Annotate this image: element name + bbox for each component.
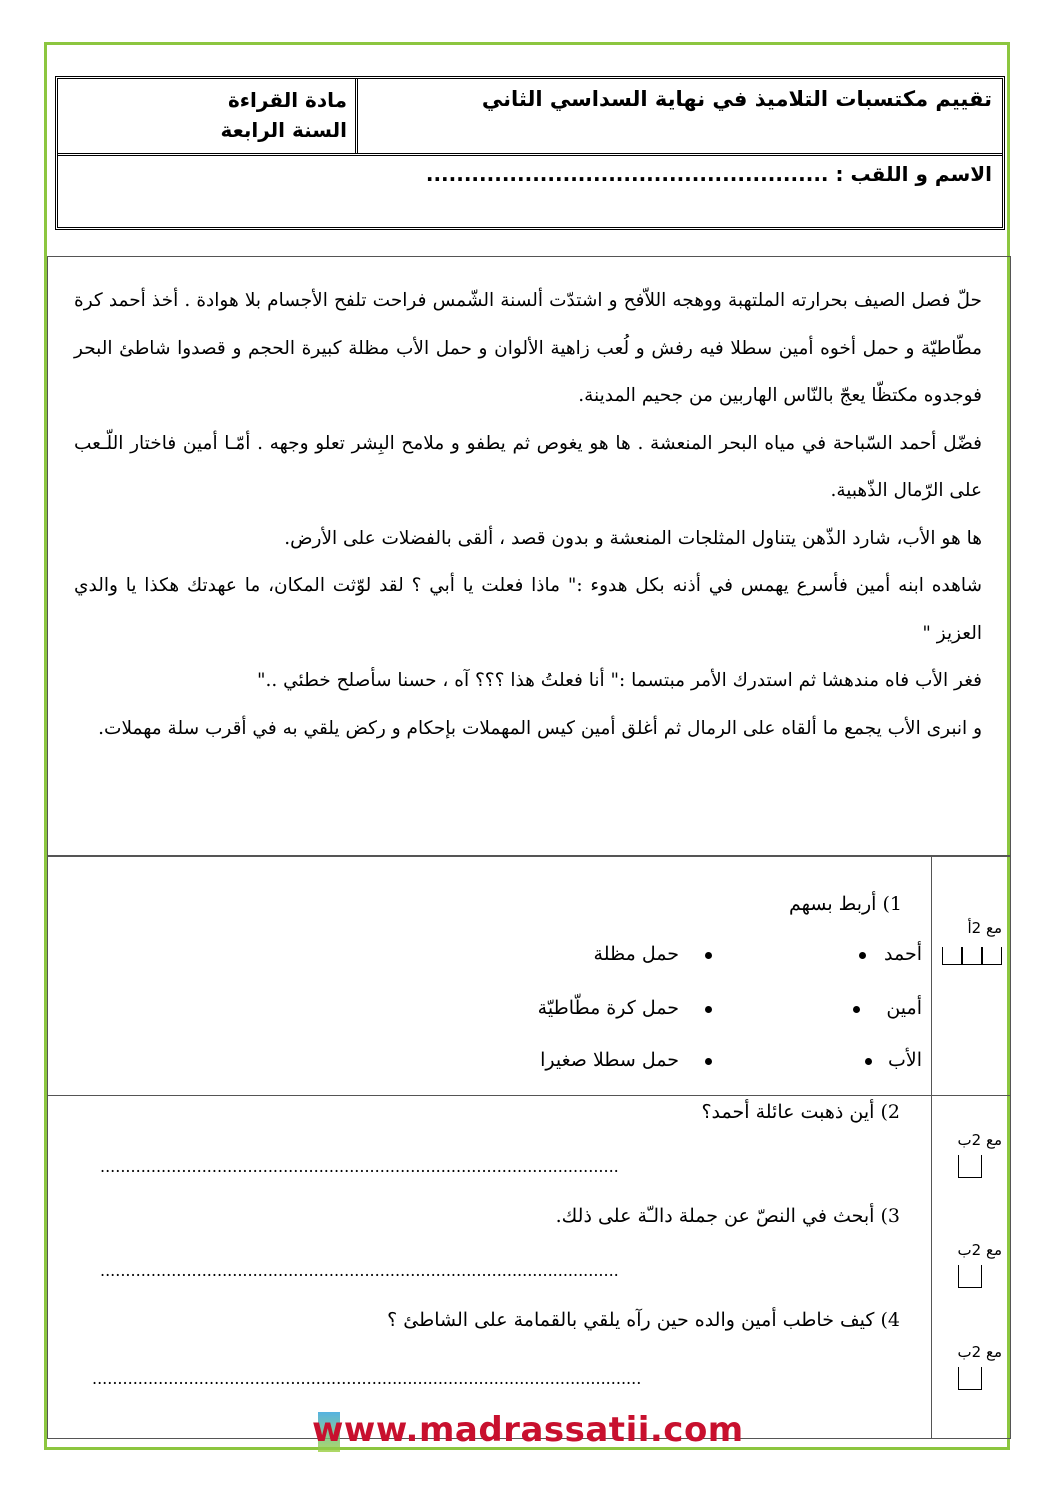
- match-action-item[interactable]: [594, 943, 712, 965]
- match-action-label: حمل كرة مطّاطيّة: [537, 997, 679, 1019]
- match-name-item[interactable]: [859, 943, 922, 965]
- bullet-icon: [705, 1058, 712, 1065]
- question-2-title: 2) أين ذهبت عائلة أحمد؟: [701, 1101, 900, 1123]
- match-action-item[interactable]: [538, 997, 712, 1019]
- question-1-content: [48, 857, 932, 1095]
- answer-line[interactable]: ......................................................................................................: [100, 1157, 619, 1176]
- match-action-item[interactable]: [540, 1049, 712, 1071]
- subject-cell: [58, 79, 358, 153]
- exam-title: تقييم مكتسبات التلاميذ في نهاية السداسي الثاني: [481, 87, 992, 111]
- bullet-icon: [865, 1058, 872, 1065]
- site-logo[interactable]: [312, 1410, 742, 1460]
- website-url: www.madrassatii.com: [312, 1410, 744, 1450]
- criteria-column: [931, 1095, 1010, 1438]
- question-3-title: 3) أبحث في النصّ عن جملة دالـّة على ذلك.: [555, 1205, 900, 1227]
- criterion-label: مع 2أ: [967, 919, 1002, 937]
- question-row-2: [48, 1095, 1010, 1438]
- bullet-icon: [705, 1006, 712, 1013]
- questions-table: [47, 856, 1011, 1439]
- score-box[interactable]: [958, 1367, 982, 1390]
- match-name-item[interactable]: [853, 997, 922, 1019]
- bullet-icon: [853, 1006, 860, 1013]
- criterion-label: مع 2ب: [957, 1241, 1002, 1259]
- match-name-item[interactable]: [865, 1049, 922, 1071]
- match-name-label: أحمد: [884, 943, 922, 965]
- answer-line[interactable]: ......................................................................................................: [100, 1261, 619, 1280]
- criteria-column: [931, 857, 1010, 1095]
- criterion-label: مع 2ب: [957, 1131, 1002, 1149]
- grade-label: السنة الرابعة: [220, 118, 347, 142]
- criterion-label: مع 2ب: [957, 1343, 1002, 1361]
- reading-passage: [47, 256, 1011, 856]
- match-name-label: أمين: [886, 997, 922, 1019]
- passage-paragraph: فضّل أحمد السّباحة في مياه البحر المنعشة . ها هو يغوص ثم يطفو و ملامح البِشر تعلو وجهه . أمّـا أمين فاختار اللّـعب على الرّمال الذّهبية.: [74, 432, 982, 501]
- passage-paragraph: شاهده ابنه أمين فأسرع يهمس في أذنه بكل هدوء :" ماذا فعلت يا أبي ؟ لقد لوّثت المكان، ما عهدتك هكذا يا والدي العزيز ": [74, 575, 982, 644]
- match-action-label: حمل مظلة: [593, 943, 679, 965]
- score-boxes[interactable]: [942, 947, 1002, 965]
- passage-paragraph: حلّ فصل الصيف بحرارته الملتهبة ووهجه اللاّفح و اشتدّت ألسنة الشّمس فراحت تلفح الأجسام بلا هوادة . أخذ أحمد كرة مطّاطيّة و حمل أخوه أمين سطلا فيه رفش و لُعب زاهية الألوان و حمل الأب مظلة كبيرة الحجم و قصدوا شاطئ البحر فوجدوه مكتظّا يعجّ بالنّاس الهاربين من جحيم المدينة.: [74, 290, 982, 406]
- question-1-title: 1) أربط بسهم: [788, 893, 902, 915]
- passage-paragraph: ها هو الأب، شارد الذّهن يتناول المثلجات المنعشة و بدون قصد ، ألقى بالفضلات على الأرض.: [284, 527, 982, 549]
- answer-line[interactable]: ............................................................................................................: [92, 1369, 642, 1388]
- questions-2-4-content: [48, 1095, 932, 1438]
- score-box[interactable]: [958, 1155, 982, 1178]
- passage-paragraph: فغر الأب فاه مندهشا ثم استدرك الأمر مبتسما :" أنا فعلتُ هذا ؟؟؟ آه ، حسنا سأصلح خطئي ..": [256, 670, 982, 691]
- question-4-title: 4) كيف خاطب أمين والده حين رآه يلقي بالقمامة على الشاطئ ؟: [387, 1309, 900, 1331]
- passage-paragraph: و انبرى الأب يجمع ما ألقاه على الرمال ثم أغلق أمين كيس المهملات بإحكام و ركض يلقي به في أقرب سلة مهملات.: [98, 717, 982, 739]
- match-name-label: الأب: [887, 1049, 922, 1071]
- student-name-field[interactable]: الاسم و اللقب : .....................................................: [425, 162, 992, 186]
- subject-label: مادة القراءة: [227, 88, 347, 112]
- header-row-title: [58, 79, 1002, 156]
- bullet-icon: [705, 952, 712, 959]
- question-row-1: [48, 857, 1010, 1096]
- match-action-label: حمل سطلا صغيرا: [540, 1049, 679, 1071]
- score-box[interactable]: [958, 1265, 982, 1288]
- bullet-icon: [859, 952, 866, 959]
- header-table: [55, 76, 1005, 230]
